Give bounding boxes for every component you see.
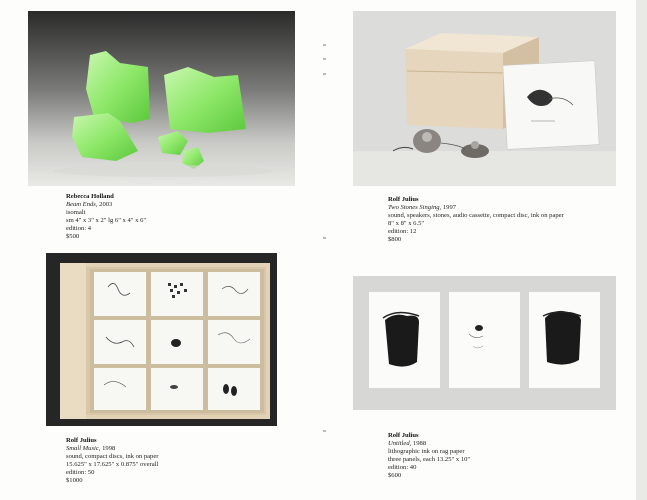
- price: $500: [66, 233, 80, 240]
- artwork-title: Small Music: [66, 445, 99, 452]
- crop-mark: [323, 44, 326, 46]
- price: $600: [388, 472, 402, 479]
- ink-drawing-sheet: [503, 61, 599, 150]
- medium: sound, compact discs, ink on paper: [66, 453, 159, 460]
- price: $800: [388, 236, 402, 243]
- artwork-year: , 2003: [95, 201, 113, 208]
- caption-beam-ends: [66, 193, 326, 241]
- scan-edge: [636, 0, 647, 500]
- crop-mark: [323, 430, 326, 432]
- dimensions: sm 4" x 3" x 2" lg 6" x 4" x 6": [66, 217, 147, 224]
- artist-name: Rolf Julius: [388, 432, 419, 439]
- artwork-year: , 1997: [439, 204, 457, 211]
- dimensions: 8" x 8" x 6.5": [388, 220, 425, 227]
- price: $1000: [66, 477, 83, 484]
- artwork-title: Beam Ends: [66, 201, 96, 208]
- artist-name: Rolf Julius: [66, 437, 97, 444]
- dimensions: three panels, each 13.25" x 10": [388, 456, 471, 463]
- crop-mark: [323, 73, 326, 75]
- crop-mark: [323, 58, 326, 60]
- artwork-photo-two-stones-singing: [353, 11, 616, 186]
- medium: lithographic ink on rag paper: [388, 448, 465, 455]
- medium: sound, speakers, stones, audio cassette, compact disc, ink on paper: [388, 212, 564, 219]
- artwork-title: Two Stones Singing: [388, 204, 440, 211]
- caption-untitled: [388, 432, 647, 480]
- caption-two-stones-singing: [388, 196, 647, 244]
- isomalt-block-right: [164, 67, 246, 133]
- artist-name: Rolf Julius: [388, 196, 419, 203]
- artwork-year: , 1988: [409, 440, 427, 447]
- artwork-photo-untitled: [353, 276, 616, 410]
- drawing-grid: [94, 272, 260, 410]
- artwork-photo-beam-ends: [28, 11, 295, 186]
- caption-small-music: [66, 437, 326, 485]
- artwork-title: Untitled: [388, 440, 410, 447]
- artwork-year: , 1998: [98, 445, 116, 452]
- edition: edition: 12: [388, 228, 417, 235]
- panel-2: [449, 292, 520, 388]
- artwork-photo-small-music: [46, 253, 277, 426]
- edition: edition: 4: [66, 225, 92, 232]
- artist-name: Rebecca Holland: [66, 193, 114, 200]
- edition: edition: 50: [66, 469, 95, 476]
- edition: edition: 40: [388, 464, 417, 471]
- medium: isomalt: [66, 209, 86, 216]
- dimensions: 15.625" x 17.625" x 0.875" overall: [66, 461, 159, 468]
